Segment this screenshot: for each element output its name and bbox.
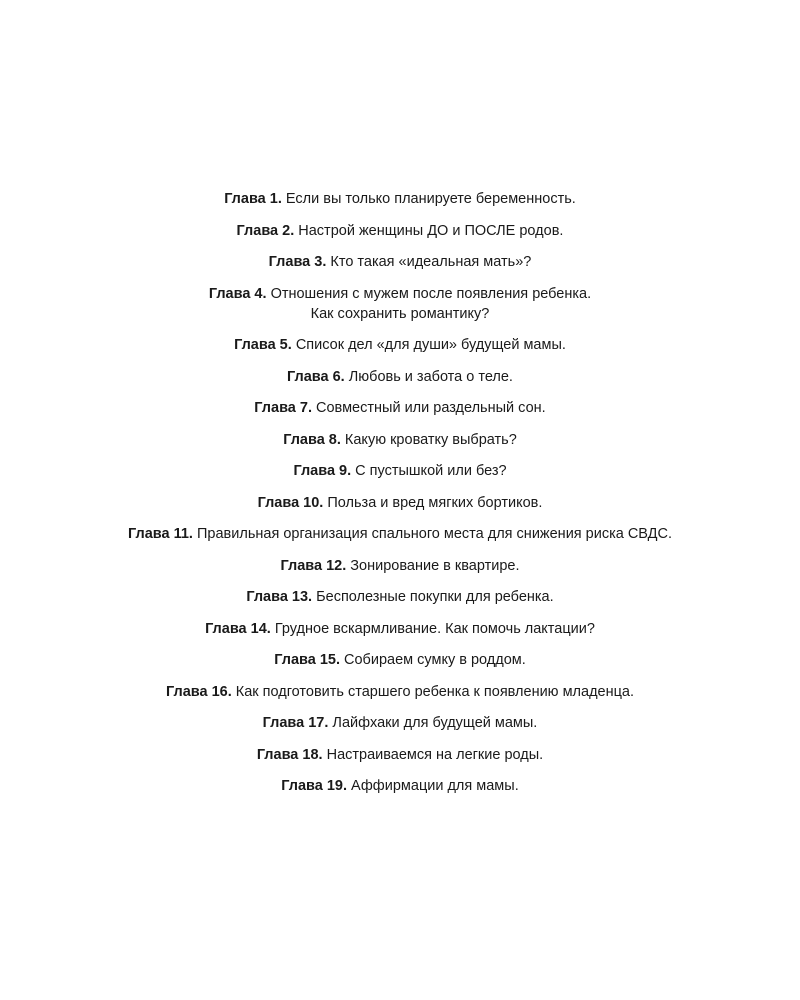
- chapter-number: Глава 15.: [274, 652, 340, 668]
- chapter-title: Совместный или раздельный сон.: [316, 400, 546, 416]
- toc-item-chapter-19: [0, 776, 800, 796]
- chapter-title: Как подготовить старшего ребенка к появлению младенца.: [235, 683, 635, 700]
- toc-item-chapter-14: [0, 619, 800, 639]
- toc-item-chapter-4: [0, 284, 800, 324]
- chapter-title: Кто такая «идеальная мать»?: [330, 254, 532, 270]
- toc-item-chapter-3: [0, 252, 800, 272]
- toc-item-chapter-15: [0, 650, 800, 670]
- chapter-number: Глава 8.: [283, 431, 341, 448]
- toc-item-chapter-2: [0, 221, 800, 241]
- chapter-title: Зонирование в квартире.: [350, 557, 520, 574]
- chapter-title: Польза и вред мягких бортиков.: [327, 494, 543, 511]
- chapter-number: Глава 2.: [236, 222, 295, 239]
- chapter-title: Настрой женщины ДО и ПОСЛЕ родов.: [298, 222, 564, 239]
- chapter-title: Если вы только планируете беременность.: [285, 191, 576, 207]
- chapter-number: Глава 4.: [208, 285, 267, 302]
- chapter-title: Собираем сумку в роддом.: [344, 652, 526, 668]
- chapter-number: Глава 18.: [256, 746, 323, 763]
- chapter-title: Список дел «для души» будущей мамы.: [295, 337, 566, 353]
- chapter-number: Глава 7.: [254, 400, 312, 416]
- toc-item-chapter-9: [0, 461, 800, 481]
- chapter-title-line-2: Как сохранить романтику?: [310, 305, 490, 322]
- toc-item-chapter-1: [0, 189, 800, 209]
- chapter-title: Правильная организация спального места для снижения риска СВДС.: [197, 526, 672, 542]
- toc-item-chapter-12: [0, 556, 800, 576]
- chapter-number: Глава 11.: [128, 526, 193, 542]
- toc-item-chapter-17: [0, 713, 800, 733]
- table-of-contents: [0, 189, 800, 808]
- toc-item-chapter-6: [0, 367, 800, 387]
- chapter-number: Глава 3.: [268, 254, 327, 270]
- chapter-title: С пустышкой или без?: [355, 463, 507, 479]
- chapter-title: Лайфхаки для будущей мамы.: [332, 715, 538, 731]
- chapter-title: Грудное вскармливание. Как помочь лактации?: [274, 620, 595, 637]
- toc-item-chapter-7: [0, 398, 800, 418]
- chapter-title: Бесполезные покупки для ребенка.: [316, 589, 554, 605]
- toc-item-chapter-16: [0, 682, 800, 702]
- toc-item-chapter-8: [0, 430, 800, 450]
- chapter-number: Глава 14.: [205, 620, 271, 637]
- chapter-number: Глава 12.: [280, 557, 347, 574]
- chapter-number: Глава 5.: [234, 337, 292, 353]
- toc-item-chapter-5: [0, 335, 800, 355]
- chapter-title: Аффирмации для мамы.: [351, 778, 519, 794]
- chapter-number: Глава 10.: [257, 494, 324, 511]
- toc-item-chapter-10: [0, 493, 800, 513]
- chapter-title: Отношения с мужем после появления ребенка.: [270, 285, 592, 302]
- chapter-title: Какую кроватку выбрать?: [344, 431, 517, 448]
- chapter-number: Глава 16.: [165, 683, 232, 700]
- toc-item-chapter-11: [0, 524, 800, 544]
- toc-item-chapter-18: [0, 745, 800, 765]
- chapter-title: Любовь и забота о теле.: [348, 368, 513, 385]
- chapter-number: Глава 9.: [293, 463, 352, 479]
- chapter-number: Глава 6.: [287, 368, 345, 385]
- chapter-number: Глава 13.: [246, 589, 313, 605]
- chapter-number: Глава 17.: [262, 715, 329, 731]
- chapter-number: Глава 19.: [281, 778, 348, 794]
- chapter-number: Глава 1.: [224, 191, 282, 207]
- chapter-title: Настраиваемся на легкие роды.: [326, 746, 544, 763]
- toc-item-chapter-13: [0, 587, 800, 607]
